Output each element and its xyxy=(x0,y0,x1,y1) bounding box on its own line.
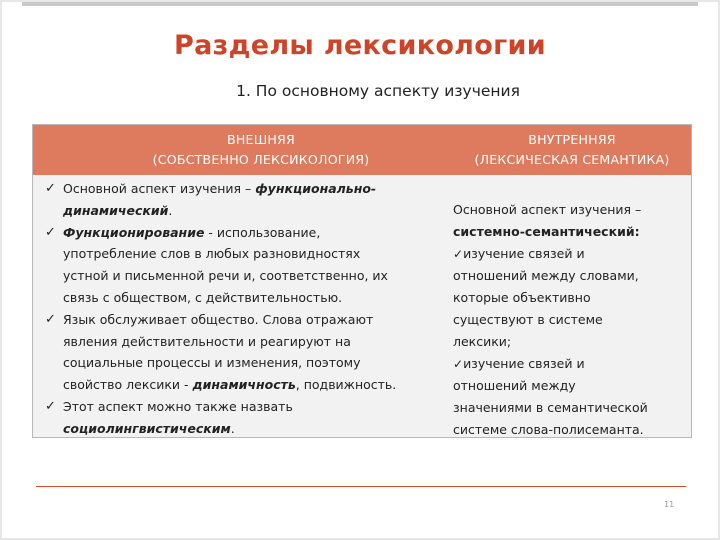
bullet-emphasis: социолингвистическим xyxy=(63,420,231,436)
bullet-text: Этот аспект можно также назвать xyxy=(63,398,293,414)
top-accent-bar xyxy=(22,2,698,6)
bullet-text: . xyxy=(168,202,173,218)
table-header-row xyxy=(33,125,691,175)
check-icon: ✓ xyxy=(453,356,464,371)
bullet-text: Язык обслуживает общество. Слова отражают xyxy=(63,311,374,327)
bullet-text: . xyxy=(230,420,235,436)
comparison-table xyxy=(32,124,692,438)
bullet-emphasis: Функционирование xyxy=(63,224,205,240)
internal-text-line: которые объективно xyxy=(453,290,591,306)
bullet-text: связь с обществом, с действительностью. xyxy=(63,289,343,305)
header-internal xyxy=(453,130,691,170)
list-item xyxy=(43,178,455,222)
bullet-text: - использование, xyxy=(204,224,321,240)
slide-title: Разделы лексикологии xyxy=(174,30,546,61)
footer-divider xyxy=(36,486,686,487)
list-item xyxy=(43,309,455,396)
header-external xyxy=(71,130,451,170)
internal-text-line: существуют в системе xyxy=(453,311,603,327)
internal-text-line: Основной аспект изучения – xyxy=(453,202,642,217)
slide-subtitle: 1. По основному аспекту изучения xyxy=(236,82,520,100)
bullet-emphasis: динамичность xyxy=(192,377,296,393)
bullet-text: свойство лексики - xyxy=(63,377,193,393)
internal-text-line: изучение связей и xyxy=(463,245,585,261)
bullet-text: устной и письменной речи и, соответственно, их xyxy=(63,268,388,284)
check-icon: ✓ xyxy=(45,181,56,196)
page-number: 11 xyxy=(664,500,675,509)
header-external-line1: ВНЕШНЯЯ xyxy=(227,132,295,147)
internal-text-line: отношений между xyxy=(453,378,576,394)
external-column xyxy=(43,178,455,440)
internal-column xyxy=(453,199,689,441)
list-item xyxy=(43,396,455,440)
check-icon: ✓ xyxy=(45,311,56,327)
bullet-text: , подвижность. xyxy=(295,377,397,393)
bullet-text: Основной аспект изучения – xyxy=(63,181,256,196)
internal-text-line: системе слова-полисеманта. xyxy=(453,421,644,437)
check-icon: ✓ xyxy=(45,398,56,414)
internal-text-line: лексики; xyxy=(453,333,512,349)
bullet-emphasis: динамический xyxy=(63,202,169,218)
check-icon: ✓ xyxy=(453,246,464,261)
bullet-emphasis: функционально- xyxy=(255,181,377,196)
bullet-text: употребление слов в любых разновидностях xyxy=(63,246,361,262)
internal-text-line: значениями в семантической xyxy=(453,400,648,416)
internal-text-line: изучение связей и xyxy=(463,355,585,371)
header-internal-line1: ВНУТРЕННЯЯ xyxy=(528,132,616,147)
header-internal-line2: (ЛЕКСИЧЕСКАЯ СЕМАНТИКА) xyxy=(474,152,670,167)
internal-text-line: отношений между словами, xyxy=(453,268,639,284)
internal-text-emphasis: системно-семантический: xyxy=(453,223,640,239)
list-item xyxy=(43,222,455,309)
bullet-text: социальные процессы и изменения, поэтому xyxy=(63,355,361,371)
header-external-line2: (СОБСТВЕННО ЛЕКСИКОЛОГИЯ) xyxy=(152,152,370,167)
check-icon: ✓ xyxy=(45,224,56,240)
bullet-text: явления действительности и реагируют на xyxy=(63,333,351,349)
